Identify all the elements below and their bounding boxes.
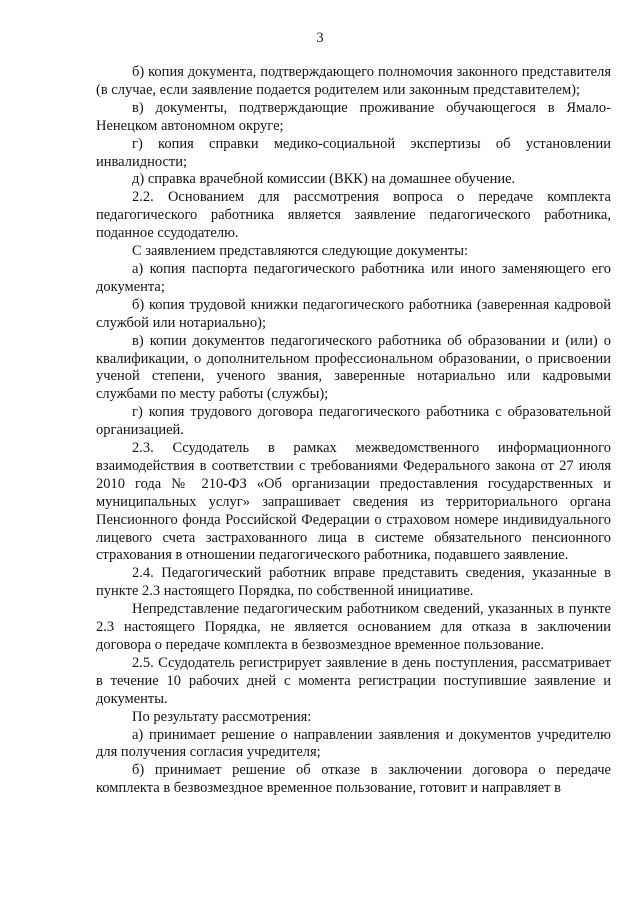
paragraph: в) копии документов педагогического работника об образовании и (или) о квалификации, о дополнительном профессиональном образовании, о присвоении ученой степени, ученого звания, заверенные нотариально или кадровыми службами по месту работы (службы);: [96, 332, 611, 403]
paragraph: По результату рассмотрения:: [132, 708, 312, 725]
paragraph: д) справка врачебной комиссии (ВКК) на домашнее обучение.: [132, 171, 516, 188]
paragraph: г) копия трудового договора педагогического работника с образовательной организацией.: [96, 404, 611, 439]
paragraph: б) копия трудовой книжки педагогического работника (заверенная кадровой службой или нотариально);: [96, 296, 611, 331]
paragraph: 2.3. Ссудодатель в рамках межведомственного информационного взаимодействия в соответствии с требованиями Федерального закона от 27 июля 2010 года № 210-ФЗ «Об организации предоставления государственных и муниципальных услуг» запрашивает сведения из территориального органа Пенсионного фонда Российской Федерации о страховом номере индивидуального лицевого счета застрахованного лица в системе обязательного пенсионного страхования в отношении педагогического работника, подавшего заявление.: [96, 440, 611, 564]
paragraph: б) принимает решение об отказе в заключении договора о передаче комплекта в безвозмездное временное пользование, готовит и направляет в: [96, 762, 611, 797]
document-body: [96, 64, 611, 798]
paragraph: Непредставление педагогическим работником сведений, указанных в пункте 2.3 настоящего Порядка, не является основанием для отказа в заключении договора о передаче комплекта в безвозмездное временное пользование.: [96, 601, 611, 653]
paragraph: а) принимает решение о направлении заявления и документов учредителю для получения согласия учредителя;: [96, 726, 611, 761]
paragraph: а) копия паспорта педагогического работника или иного заменяющего его документа;: [96, 260, 611, 295]
page-number: 3: [316, 30, 324, 46]
paragraph: 2.2. Основанием для рассмотрения вопроса о передаче комплекта педагогического работника является заявление педагогического работника, поданное ссудодателю.: [96, 189, 611, 242]
paragraph: С заявлением представляются следующие документы:: [132, 243, 469, 260]
paragraph: б) копия документа, подтверждающего полномочия законного представителя (в случае, если заявление подается родителем или законным представителем);: [96, 64, 611, 98]
paragraph: в) документы, подтверждающие проживание обучающегося в Ямало-Ненецком автономном округе;: [96, 99, 611, 134]
paragraph: 2.4. Педагогический работник вправе представить сведения, указанные в пункте 2.3 настоящего Порядка, по собственной инициативе.: [96, 565, 611, 600]
paragraph: 2.5. Ссудодатель регистрирует заявление в день поступления, рассматривает в течение 10 рабочих дней с момента регистрации поступившие заявление и документы.: [96, 654, 611, 707]
paragraph: г) копия справки медико-социальной экспертизы об установлении инвалидности;: [96, 135, 611, 170]
